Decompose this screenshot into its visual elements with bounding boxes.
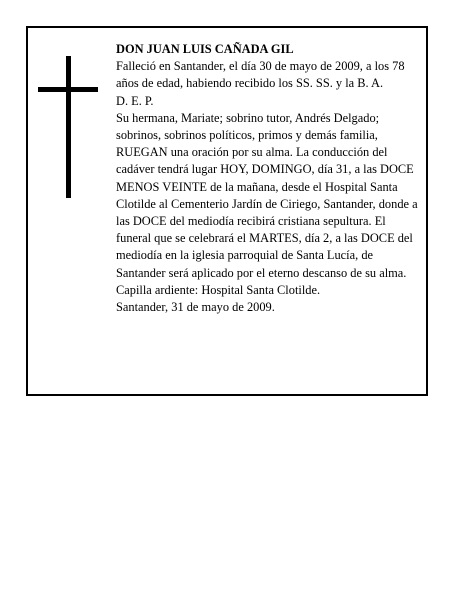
cross-vertical-bar [66,56,71,198]
deceased-name: DON JUAN LUIS CAÑADA GIL [116,42,294,56]
cross-horizontal-bar [38,87,98,92]
death-info: Falleció en Santander, el día 30 de mayo de 2009, a los 78 años de edad, habiendo recibido los SS. SS. y la B. A. [116,59,405,91]
obituary-notice [26,26,428,396]
rip-line: D. E. P. [116,93,154,108]
notice-text-block [116,41,418,316]
cross-icon [38,56,98,198]
notice-body: Su hermana, Mariate; sobrino tutor, Andrés Delgado; sobrinos, sobrinos políticos, primos y demás familia, RUEGAN una oración por su alma. La conducción del cadáver tendrá lugar HOY, DOMINGO, día 31, a las DOCE MENOS VEINTE de la mañana, desde el Hospital Santa Clotilde al Cementerio Jardín de Ciriego, Santander, donde a las DOCE del mediodía recibirá cristiana sepultura. El funeral que se celebrará el MARTES, día 2, a las DOCE del mediodía en la iglesia parroquial de Santa Lucía, de Santander será aplicado por el eterno descanso de su alma. Capilla ardiente: Hospital Santa Clotilde. [116,110,418,297]
closing-date: Santander, 31 de mayo de 2009. [116,300,275,315]
